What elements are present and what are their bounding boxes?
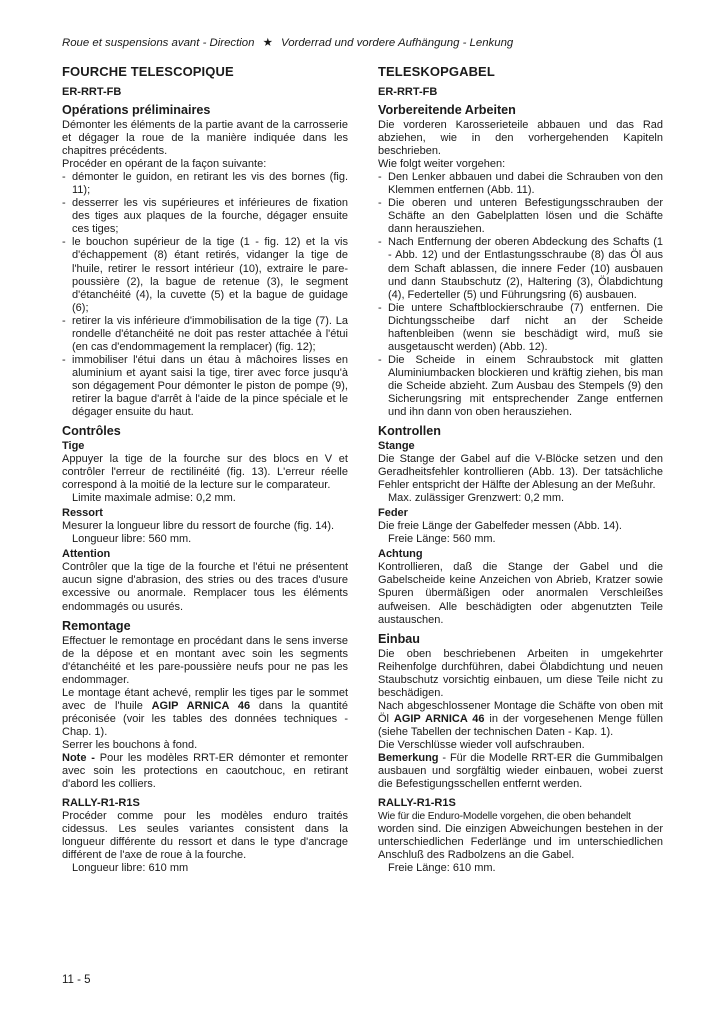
header-french: Roue et suspensions avant - Direction xyxy=(62,37,255,49)
procedure-list xyxy=(62,171,348,419)
paragraph: Serrer les bouchons à fond. xyxy=(62,738,198,751)
section-title: TELESKOPGABEL xyxy=(378,64,495,79)
paragraph: Kontrollieren, daß die Stange der Gabel und die Gabelscheide keine Anzeichen von Abrieb, Kratzer sowie Spuren übermäßigen oder anormalen Verschleißes aufweisen. Alle beschädigten oder abgenutzten Teile austauschen. xyxy=(378,561,663,626)
paragraph xyxy=(62,752,348,791)
star-icon: ★ xyxy=(262,37,273,49)
subheading-attention: Achtung xyxy=(378,548,423,561)
paragraph: Die freie Länge der Gabelfeder messen (Abb. 14). xyxy=(378,520,622,533)
spec-value: Longueur libre: 610 mm xyxy=(72,862,189,875)
list-item: - desserrer les vis supérieures et inférieures de fixation des tiges aux plaques de la fourche, dégager ensuite ces tiges; xyxy=(62,197,348,236)
list-item: - Die Scheide in einem Schraubstock mit glatten Aluminiumbacken blockieren und kräftig ziehen, bis man die Scheide abzieht. Zum Ausbau des Stempels (9) den Sicherungsring mit entsprechender Zange entfernen und ihn dann von oben herausziehen. xyxy=(378,354,663,419)
header-german: Vorderrad und vordere Aufhängung - Lenkung xyxy=(281,37,514,49)
model-code: ER-RRT-FB xyxy=(378,86,438,98)
heading-controls: Kontrollen xyxy=(378,424,441,439)
subheading-stem: Tige xyxy=(62,440,85,453)
text-run: Le montage étant achevé, remplir les tiges par le sommet avec de l'huile xyxy=(62,686,348,712)
heading-controls: Contrôles xyxy=(62,424,121,439)
paragraph xyxy=(378,752,663,791)
list-item: - Die untere Schaftblockierschraube (7) entfernen. Die Dichtungsscheibe darf nicht an der Scheide haftenbleiben (wenn sie beschädigt wird, muß sie ausgetauscht werden) (Abb. 12). xyxy=(378,302,663,354)
text-run: dans la quantité préconisée (voir les tables des données techniques - Chap. 1). xyxy=(62,699,348,738)
paragraph: Contrôler que la tige de la fourche et l'étui ne présentent aucun signe d'abrasion, des stries ou des traces d'usure excessive ou anormale. Remplacer tous les éléments endommagés ou usurés. xyxy=(62,561,348,613)
spec-value: Freie Länge: 560 mm. xyxy=(388,533,496,546)
paragraph: Wie folgt weiter vorgehen: xyxy=(378,158,506,171)
paragraph: worden sind. Die einzigen Abweichungen bestehen in der unterschiedlichen Federlänge und im unterschiedlichen Anschluß des Radbolzens an die Gabel. xyxy=(378,823,663,862)
paragraph: Appuyer la tige de la fourche sur des blocs en V et contrôler l'erreur de rectilinéité (fig. 13). L'erreur réelle correspond à la moitié de la lecture sur le comparateur. xyxy=(62,453,348,492)
heading-rally: RALLY-R1-R1S xyxy=(62,797,140,810)
spec-value: Limite maximale admise: 0,2 mm. xyxy=(72,492,236,505)
oil-name: AGIP ARNICA 46 xyxy=(393,712,485,725)
paragraph: Effectuer le remontage en procédant dans le sens inverse de la dépose et en montant avec soin les segments d'étanchéité et les pare-poussière neufs pour ne pas les endommager. xyxy=(62,634,348,686)
paragraph: Procéder en opérant de la façon suivante: xyxy=(62,158,267,171)
heading-assembly: Einbau xyxy=(378,631,420,646)
list-item: - immobiliser l'étui dans un étau à mâchoires lisses en aluminium et ayant saisi la tige, tirer avec force jusqu'à son dégagement Pour démonter le piston de pompe (9), retirer la bague d'arrêt à l'aide de la pince spéciale et le dégager ensuite du haut. xyxy=(62,354,348,419)
paragraph: Die vorderen Karosserieteile abbauen und das Rad abziehen, wie in den vorhergehenden Kapiteln beschrieben. xyxy=(378,119,663,158)
paragraph xyxy=(62,687,348,739)
list-item: - Den Lenker abbauen und dabei die Schrauben von den Klemmen entfernen (Abb. 11). xyxy=(378,171,663,197)
text-run: Pour les modèles RRT-ER démonter et remonter avec soin les protections en caoutchouc, en retirant d'abord les colliers. xyxy=(62,751,348,791)
paragraph: Démonter les éléments de la partie avant de la carrosserie et dégager la roue de la manière indiquée dans les chapitres précédents. xyxy=(62,119,348,158)
spec-value: Freie Länge: 610 mm. xyxy=(388,862,496,875)
note-label: Note - xyxy=(62,751,100,764)
running-header xyxy=(62,35,682,49)
oil-name: AGIP ARNICA 46 xyxy=(151,699,251,712)
model-code: ER-RRT-FB xyxy=(62,86,122,98)
subheading-attention: Attention xyxy=(62,548,111,561)
heading-preliminary: Opérations préliminaires xyxy=(62,103,211,117)
subheading-spring: Feder xyxy=(378,507,408,520)
note-label: Bemerkung xyxy=(378,751,439,764)
spec-value: Max. zulässiger Grenzwert: 0,2 mm. xyxy=(388,492,565,505)
paragraph: Die oben beschriebenen Arbeiten in umgekehrter Reihenfolge durchführen, dabei Ölabdichtung und neuen Staubschutz vorsichtig einbauen, um diese Teile nicht zu beschädigen. xyxy=(378,647,663,699)
paragraph: Procéder comme pour les modèles enduro traités cidessus. Les seules variantes consistent dans la longueur différente du ressort et dans le type d'ancrage différent de l'axe de roue à la fourche. xyxy=(62,810,348,862)
list-item: - démonter le guidon, en retirant les vis des bornes (fig. 11); xyxy=(62,171,348,197)
list-item: - le bouchon supérieur de la tige (1 - fig. 12) et la vis d'échappement (8) étant retirés, vidanger la tige de l'huile, retirer le ressort intérieur (10), extraire le pare-poussière (2), la bague de retenue (3), le segment d'étanchéité (4), la cuvette (5) et la bague de guidage (6); xyxy=(62,236,348,314)
list-item: - Die oberen und unteren Befestigungsschrauben der Schäfte an den Gabelplatten lösen und die Schäfte dann herausziehen. xyxy=(378,197,663,236)
paragraph xyxy=(378,700,663,739)
paragraph: Mesurer la longueur libre du ressort de fourche (fig. 14). xyxy=(62,520,335,533)
heading-rally: RALLY-R1-R1S xyxy=(378,797,456,810)
subheading-spring: Ressort xyxy=(62,507,103,520)
procedure-list xyxy=(378,171,663,419)
list-item: - Nach Entfernung der oberen Abdeckung des Schafts (1 - Abb. 12) und der Entlastungsschraube (8) das Öl aus dem Schaft ablassen, die innere Feder (10) ausbauen und dann Staubschutz (2), Haltering (3), Ölabdichtung (4), Federteller (5) und Führungsring (6) ausbauen. xyxy=(378,236,663,301)
column-german xyxy=(378,64,663,875)
heading-assembly: Remontage xyxy=(62,618,131,633)
spec-value: Longueur libre: 560 mm. xyxy=(72,533,192,546)
text-run: - Für die Modelle RRT-ER die Gummibalgen ausbauen und sorgfältig wieder einbauen, wobei zuerst die Befestigungsschellen entfernt werden. xyxy=(378,751,663,791)
paragraph-condensed: Wie für die Enduro-Modelle vorgehen, die oben behandelt xyxy=(378,811,631,823)
text-run: in der vorgesehenen Menge füllen (siehe Tabellen der technischen Daten - Kap. 1). xyxy=(378,712,663,738)
paragraph: Die Verschlüsse wieder voll aufschrauben. xyxy=(378,738,585,751)
column-french xyxy=(62,64,348,875)
paragraph: Die Stange der Gabel auf die V-Blöcke setzen und den Geradheitsfehler kontrollieren (Abb. 13). Der tatsächliche Fehler entspricht der Hälfte der Ablesung an der Meßuhr. xyxy=(378,453,663,492)
page-number: 11 - 5 xyxy=(62,974,91,986)
section-title: FOURCHE TELESCOPIQUE xyxy=(62,64,234,79)
list-item: - retirer la vis inférieure d'immobilisation de la tige (7). La rondelle d'étanchéité ne doit pas rester attachée à l'étui (en cas d'endommagement la remplacer) (fig. 12); xyxy=(62,315,348,354)
heading-preliminary: Vorbereitende Arbeiten xyxy=(378,103,516,117)
subheading-stem: Stange xyxy=(378,440,415,453)
text-run: Nach abgeschlossener Montage die Schäfte von oben mit Öl xyxy=(378,699,663,725)
